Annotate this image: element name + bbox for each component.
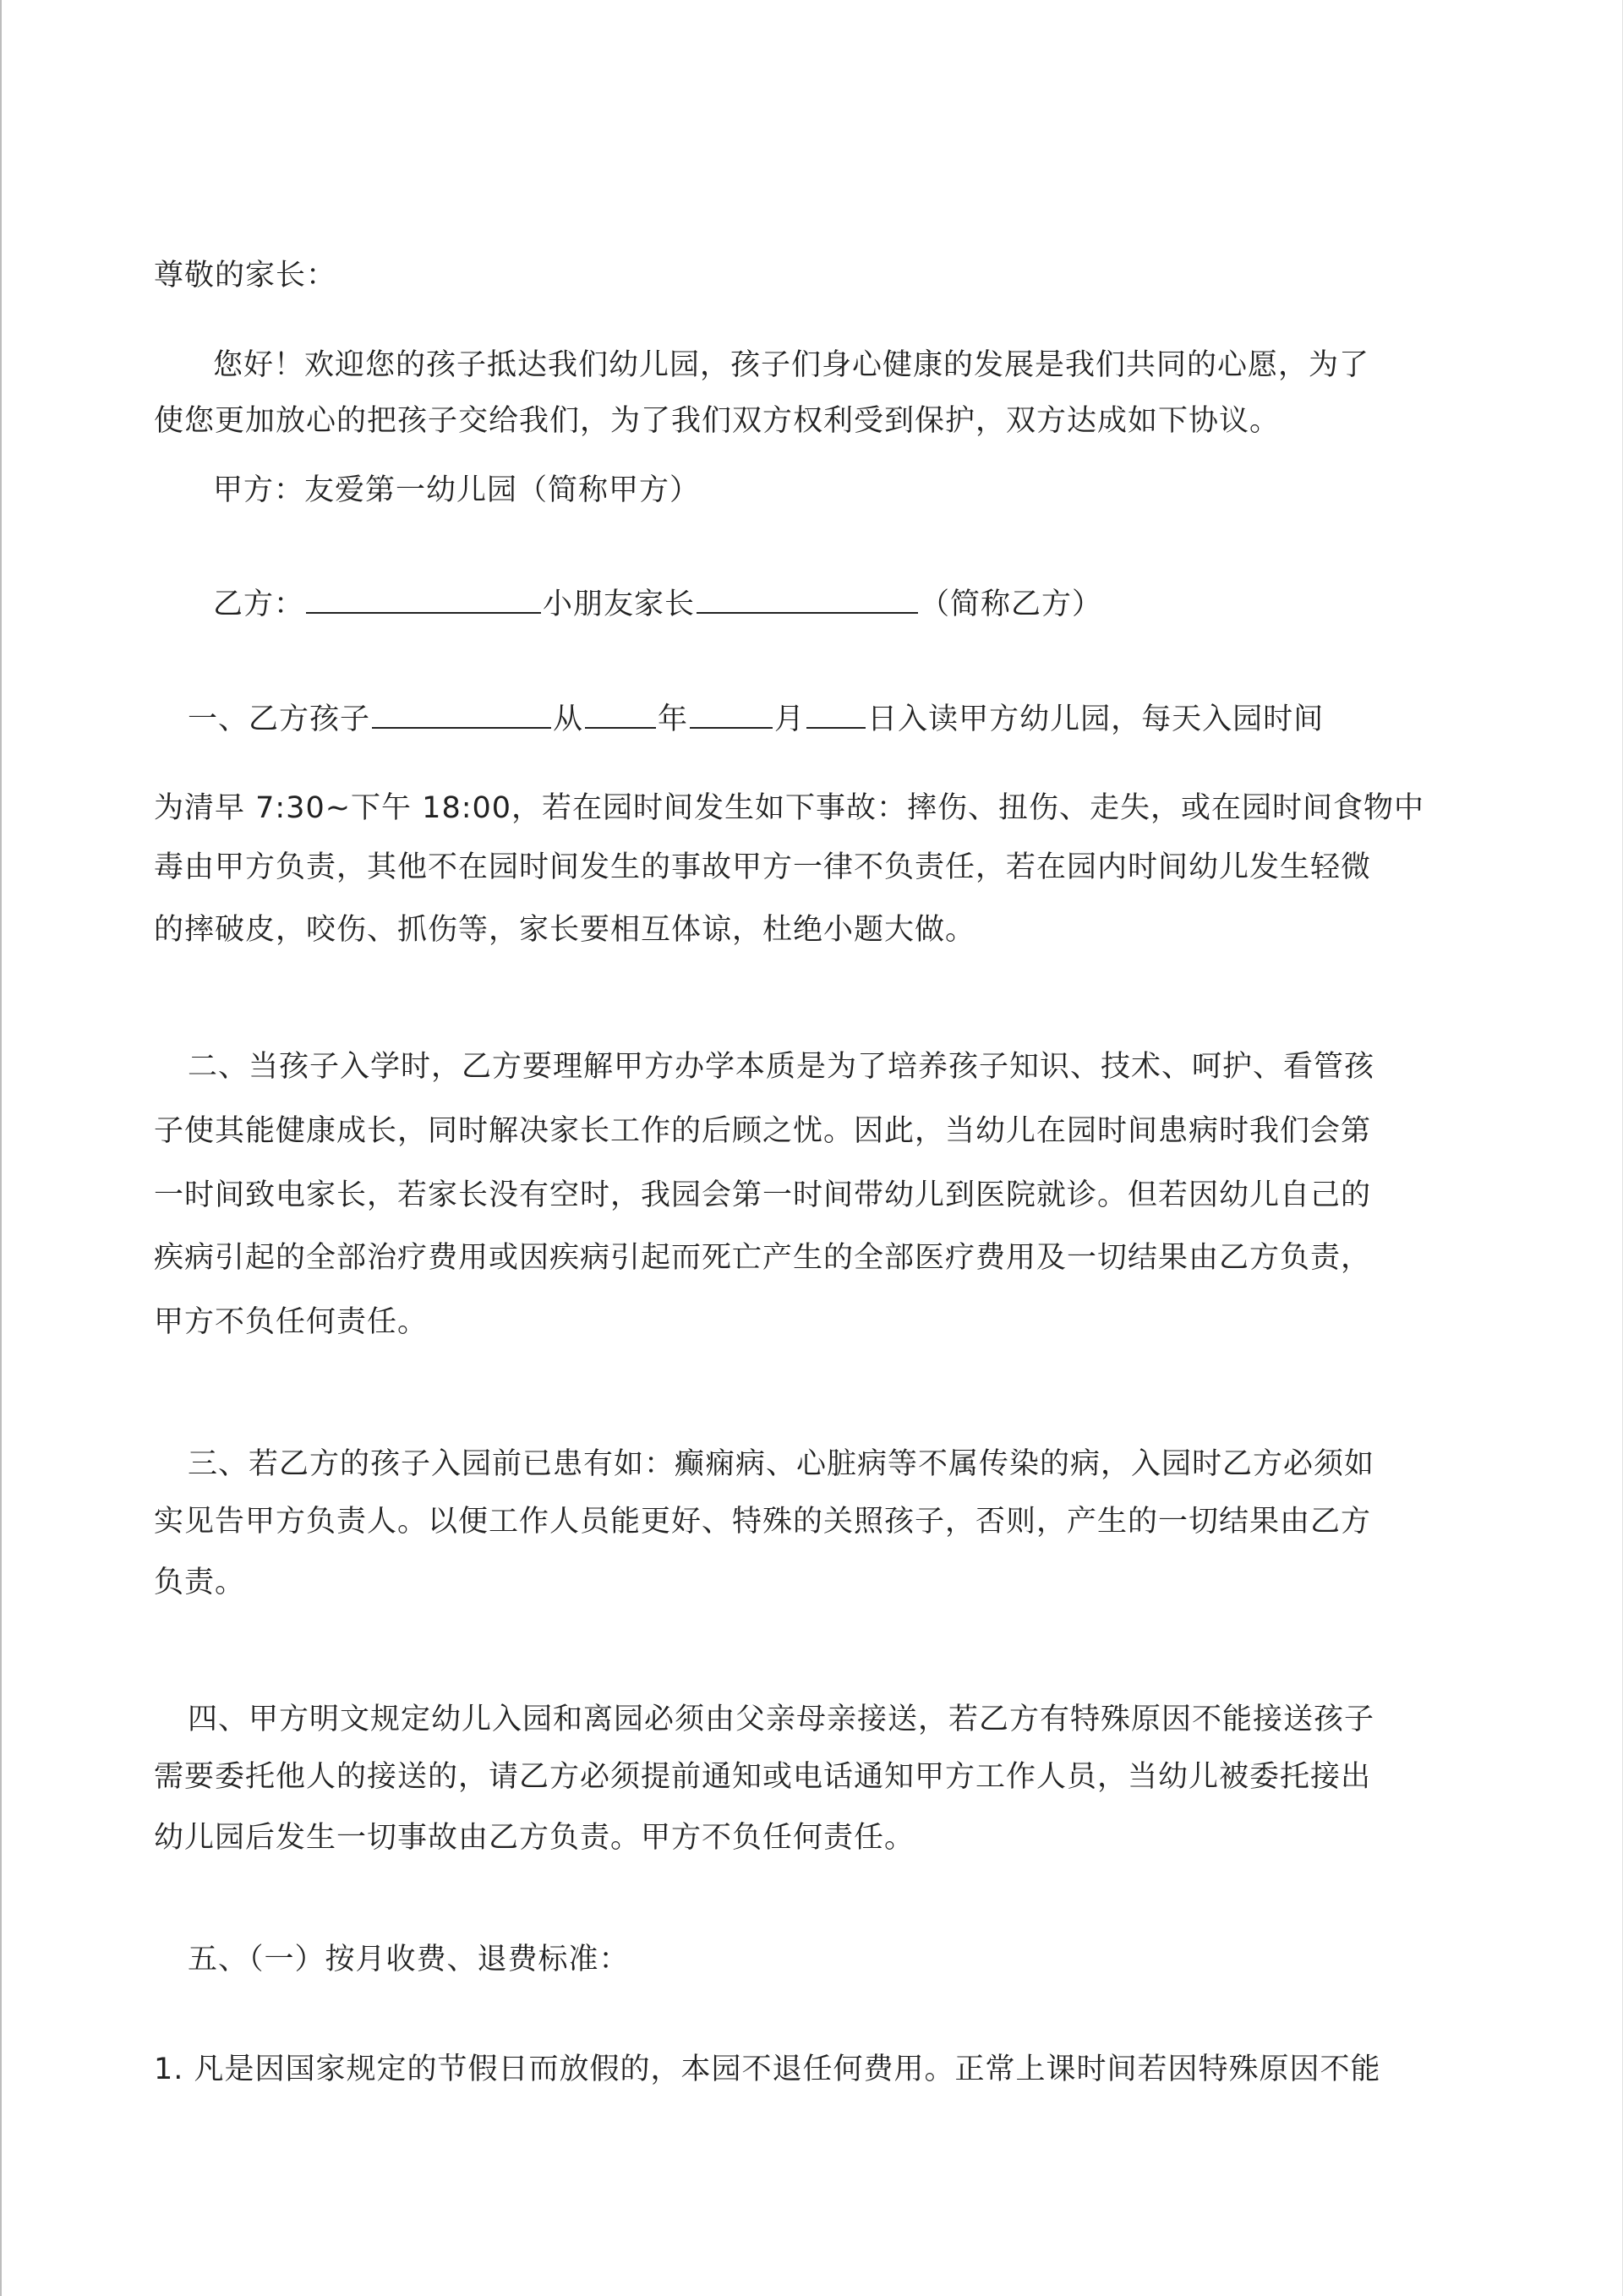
greeting: 尊敬的家长： — [154, 259, 337, 292]
party-b-middle: 小朋友家长 — [543, 588, 696, 621]
party-a: 甲方：友爱第一幼儿园（简称甲方） — [213, 473, 701, 507]
clause2-line-4: 疾病引起的全部治疗费用或因疾病引起而死亡产生的全部医疗费用及一切结果由乙方负责， — [154, 1241, 1372, 1275]
clause1-part3: 年 — [658, 702, 689, 736]
clause1-part4: 月 — [774, 702, 806, 736]
clause1-part2: 从 — [553, 702, 584, 736]
clause5-heading: 五、（一）按月收费、退费标准： — [188, 1943, 630, 1976]
clause3-line-3: 负责。 — [154, 1566, 246, 1599]
parent-name-blank[interactable] — [697, 583, 918, 614]
party-b-prefix: 乙方： — [213, 588, 305, 621]
clause1-line-2: 为清早 7:30~下午 18:00，若在园时间发生如下事故：摔伤、扭伤、走失，或在园时间食物中 — [154, 791, 1425, 825]
clause1-part5: 日入读甲方幼儿园，每天入园时间 — [867, 702, 1325, 736]
party-b-suffix: （简称乙方） — [920, 588, 1103, 621]
clause1-part1: 一、乙方孩子 — [188, 702, 371, 736]
intro-line-2: 使您更加放心的把孩子交给我们，为了我们双方权利受到保护，双方达成如下协议。 — [154, 404, 1281, 438]
clause2-line-3: 一时间致电家长，若家长没有空时，我园会第一时间带幼儿到医院就诊。但若因幼儿自己的 — [154, 1178, 1372, 1212]
clause3-line-1: 三、若乙方的孩子入园前已患有如：癫痫病、心脏病等不属传染的病，入园时乙方必须如 — [188, 1447, 1375, 1481]
clause4-line-1: 四、甲方明文规定幼儿入园和离园必须由父亲母亲接送，若乙方有特殊原因不能接送孩子 — [188, 1703, 1375, 1736]
page-border-left — [0, 0, 2, 2296]
clause1-line-3: 毒由甲方负责，其他不在园时间发生的事故甲方一律不负责任，若在园内时间幼儿发生轻微 — [154, 850, 1372, 884]
year-blank[interactable] — [585, 698, 656, 729]
clause1-line-1 — [188, 698, 1506, 740]
clause2-line-1: 二、当孩子入学时，乙方要理解甲方办学本质是为了培养孩子知识、技术、呵护、看管孩 — [188, 1050, 1375, 1084]
month-blank[interactable] — [690, 698, 773, 729]
intro-line-1: 您好！欢迎您的孩子抵达我们幼儿园，孩子们身心健康的发展是我们共同的心愿，为了 — [213, 348, 1370, 382]
child-blank[interactable] — [372, 698, 551, 729]
clause3-line-2: 实见告甲方负责人。以便工作人员能更好、特殊的关照孩子，否则，产生的一切结果由乙方 — [154, 1505, 1372, 1539]
clause5-item-1: 1. 凡是因国家规定的节假日而放假的，本园不退任何费用。正常上课时间若因特殊原因不能 — [154, 2053, 1381, 2086]
day-blank[interactable] — [806, 698, 866, 729]
clause4-line-2: 需要委托他人的接送的，请乙方必须提前通知或电话通知甲方工作人员，当幼儿被委托接出 — [154, 1760, 1372, 1794]
party-b — [213, 583, 1532, 625]
clause4-line-3: 幼儿园后发生一切事故由乙方负责。甲方不负任何责任。 — [154, 1821, 915, 1855]
child-name-blank[interactable] — [306, 583, 541, 614]
clause2-line-2: 子使其能健康成长，同时解决家长工作的后顾之忧。因此，当幼儿在园时间患病时我们会第 — [154, 1114, 1372, 1148]
clause1-line-4: 的摔破皮，咬伤、抓伤等，家长要相互体谅，杜绝小题大做。 — [154, 913, 976, 947]
clause2-line-5: 甲方不负任何责任。 — [154, 1305, 429, 1339]
